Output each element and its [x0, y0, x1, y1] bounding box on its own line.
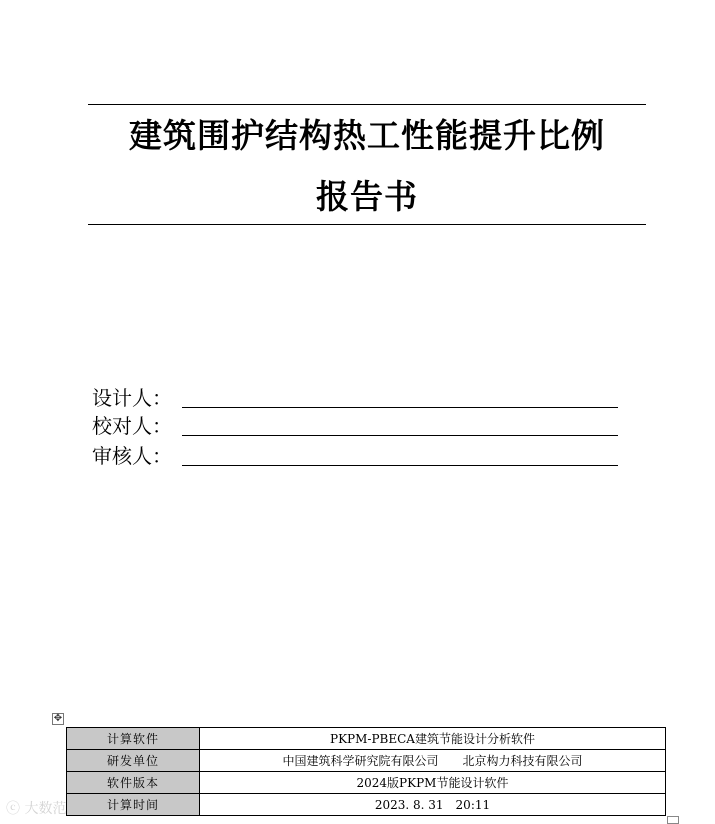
table-value-cell[interactable]: 中国建筑科学研究院有限公司 北京构力科技有限公司 — [200, 750, 666, 772]
signature-label-checker: 校对人： — [92, 414, 172, 438]
table-key-cell[interactable]: 计算时间 — [67, 794, 200, 816]
table-row — [67, 750, 666, 772]
table-key-cell[interactable]: 研发单位 — [67, 750, 200, 772]
signature-label-designer: 设计人： — [92, 386, 172, 410]
watermark-logo-icon: ⓒ — [6, 801, 20, 817]
table-value-cell[interactable]: 2024版PKPM节能设计软件 — [200, 772, 666, 794]
move-arrows-icon[interactable]: ✥ — [53, 713, 63, 724]
signature-line-reviewer[interactable] — [182, 465, 618, 466]
watermark-text: 大数范境 — [24, 801, 81, 817]
table-row — [67, 728, 666, 750]
table-row — [67, 772, 666, 794]
table-value-cell[interactable]: PKPM-PBECA建筑节能设计分析软件 — [200, 728, 666, 750]
table-key-cell[interactable]: 软件版本 — [67, 772, 200, 794]
signature-line-checker[interactable] — [182, 435, 618, 436]
watermark — [6, 798, 80, 818]
report-title-line1: 建筑围护结构热工性能提升比例 — [129, 116, 605, 155]
signature-label-reviewer: 审核人： — [92, 444, 172, 468]
title-top-rule — [88, 104, 646, 105]
report-title-line2: 报告书 — [316, 177, 418, 216]
table-value-cell[interactable]: 2023. 8. 31 20:11 — [200, 794, 666, 816]
table-resize-handle[interactable] — [667, 816, 679, 824]
table-key-cell[interactable]: 计算软件 — [67, 728, 200, 750]
title-bottom-rule — [88, 224, 646, 225]
software-info-table — [66, 727, 666, 816]
table-row — [67, 794, 666, 816]
signature-line-designer[interactable] — [182, 407, 618, 408]
